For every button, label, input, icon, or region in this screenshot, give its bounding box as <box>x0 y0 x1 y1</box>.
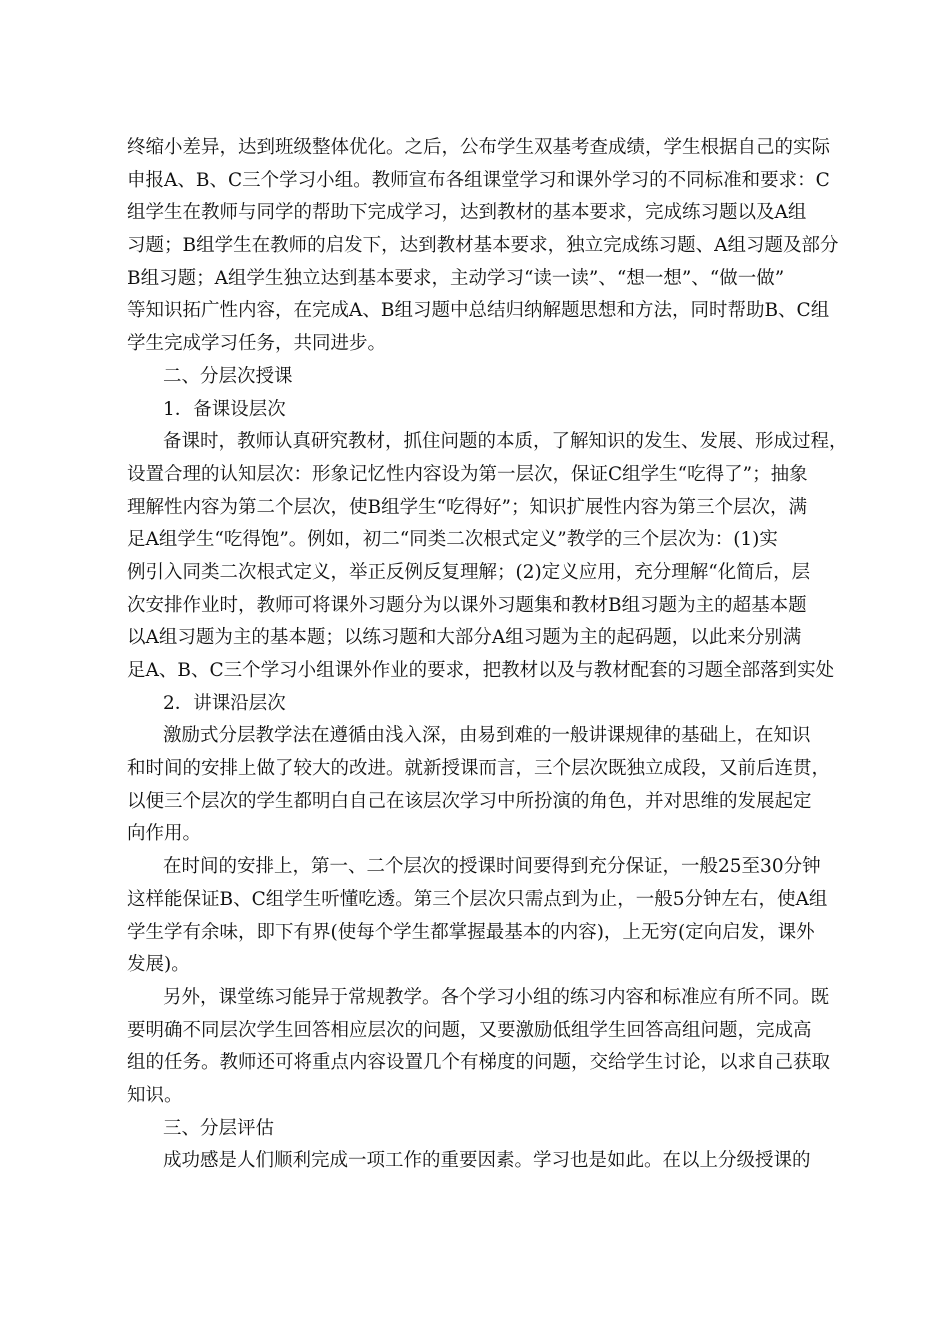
text-line: 另外，课堂练习能异于常规教学。各个学习小组的练习内容和标准应有所不同。既 <box>163 986 830 1008</box>
text-line: 和时间的安排上做了较大的改进。就新授课而言，三个层次既独立成段，又前后连贯， <box>127 758 831 780</box>
text-line: 备课时，教师认真研究教材，抓住问题的本质，了解知识的发生、发展、形成过程， <box>163 431 848 453</box>
text-line: 1．备课设层次 <box>163 398 286 420</box>
text-line: 足A、B、C三个学习小组课外作业的要求，把教材以及与教材配套的习题全部落到实处 <box>127 660 835 681</box>
text-line: 例引入同类二次根式定义，举正反例反复理解；(2)定义应用，充分理解“化简后，层 <box>127 561 811 583</box>
text-line: 成功感是人们顺利完成一项工作的重要因素。学习也是如此。在以上分级授课的 <box>163 1150 811 1172</box>
text-line: 组学生在教师与同学的帮助下完成学习，达到教材的基本要求，完成练习题以及A组 <box>127 202 807 224</box>
text-line: 等知识拓广性内容，在完成A、B组习题中总结归纳解题思想和方法，同时帮助B、C组 <box>127 300 830 322</box>
text-line: 习题；B组学生在教师的启发下，达到教材基本要求，独立完成练习题、A组习题及部分 <box>127 235 839 257</box>
text-line: 二、分层次授课 <box>163 365 293 387</box>
text-line: 知识。 <box>127 1084 183 1106</box>
text-line: 这样能保证B、C组学生听懂吃透。第三个层次只需点到为止，一般5分钟左右，使A组 <box>127 888 828 910</box>
text-line: 终缩小差异，达到班级整体优化。之后，公布学生双基考查成绩，学生根据自己的实际 <box>127 137 831 158</box>
text-line: 组的任务。教师还可将重点内容设置几个有梯度的问题，交给学生讨论，以求自己获取 <box>127 1052 831 1074</box>
text-line: 理解性内容为第二个层次，使B组学生“吃得好”；知识扩展性内容为第三个层次，满 <box>127 496 808 518</box>
text-line: 三、分层评估 <box>163 1117 275 1139</box>
text-line: 向作用。 <box>127 823 202 845</box>
text-line: 学生学有余味，即下有界(使每个学生都掌握最基本的内容)，上无穷(定向启发，课外 <box>127 921 815 943</box>
document-body <box>127 132 848 1178</box>
text-line: 次安排作业时，教师可将课外习题分为以课外习题集和教材B组习题为主的超基本题 <box>127 594 807 616</box>
text-line: 在时间的安排上，第一、二个层次的授课时间要得到充分保证，一般25至30分钟 <box>163 856 821 878</box>
text-line: 2．讲课沿层次 <box>163 692 286 714</box>
text-line: 设置合理的认知层次：形象记忆性内容设为第一层次，保证C组学生“吃得了”；抽象 <box>127 463 808 485</box>
text-line: 要明确不同层次学生回答相应层次的问题，又要激励低组学生回答高组问题，完成高 <box>127 1019 812 1041</box>
text-line: 足A组学生“吃得饱”。例如，初二“同类二次根式定义”教学的三个层次为：(1)实 <box>127 529 778 551</box>
text-line: 以便三个层次的学生都明白自己在该层次学习中所扮演的角色，并对思维的发展起定 <box>127 790 812 812</box>
text-line: 激励式分层教学法在遵循由浅入深，由易到难的一般讲课规律的基础上，在知识 <box>163 725 811 747</box>
text-line: B组习题；A组学生独立达到基本要求，主动学习“读一读”、“想一想”、“做一做” <box>127 267 785 289</box>
text-line: 学生完成学习任务，共同进步。 <box>127 333 387 355</box>
text-line: 以A组习题为主的基本题；以练习题和大部分A组习题为主的起码题，以此来分别满 <box>127 627 802 649</box>
text-line: 发展)。 <box>127 954 190 976</box>
text-line: 申报A、B、C三个学习小组。教师宣布各组课堂学习和课外学习的不同标准和要求：C <box>127 169 830 191</box>
